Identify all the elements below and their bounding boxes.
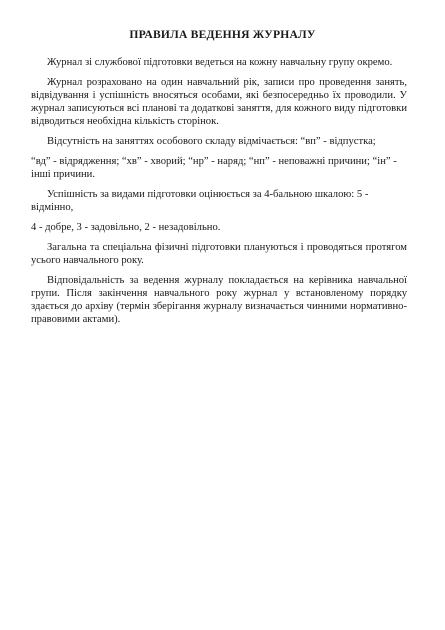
paragraph-absence-codes: “вд” - відрядження; “хв” - хворий; “нр” - наряд; “нп” - неповажні причини; “ін” - інші причини. xyxy=(31,156,397,180)
document-title: ПРАВИЛА ВЕДЕННЯ ЖУРНАЛУ xyxy=(129,28,316,41)
paragraph-journal-scope: Журнал розраховано на один навчальний рік, записи про проведення занять, відвідування і успішність вносяться особами, які безпосередньо їх проводили. У журнал записуються всі планові та додаткові заняття, для кожного виду підготовки відводиться необхідна кількість сторінок. xyxy=(31,77,407,127)
paragraph-grading-values: 4 - добре, 3 - задовільно, 2 - незадовільно. xyxy=(31,222,221,233)
paragraph-grading-scale: Успішність за видами підготовки оцінюється за 4-бальною шкалою: 5 - відмінно, xyxy=(31,189,369,213)
document-body xyxy=(31,56,407,333)
paragraph-physical-training: Загальна та спеціальна фізичні підготовки плануються і проводяться протягом усього навчального року. xyxy=(31,242,407,266)
paragraph-absence-intro: Відсутність на заняттях особового складу відмічається: “вп” - відпустка; xyxy=(47,136,376,147)
paragraph-journal-per-group: Журнал зі службової підготовки ведеться на кожну навчальну групу окремо. xyxy=(47,57,393,68)
paragraph-responsibility: Відповідальність за ведення журналу покладається на керівника навчальної групи. Після закінчення навчального року журнал у встановленому порядку здається до архіву (термін зберігання журналу визначається чинними нормативно-правовими актами). xyxy=(31,275,407,325)
